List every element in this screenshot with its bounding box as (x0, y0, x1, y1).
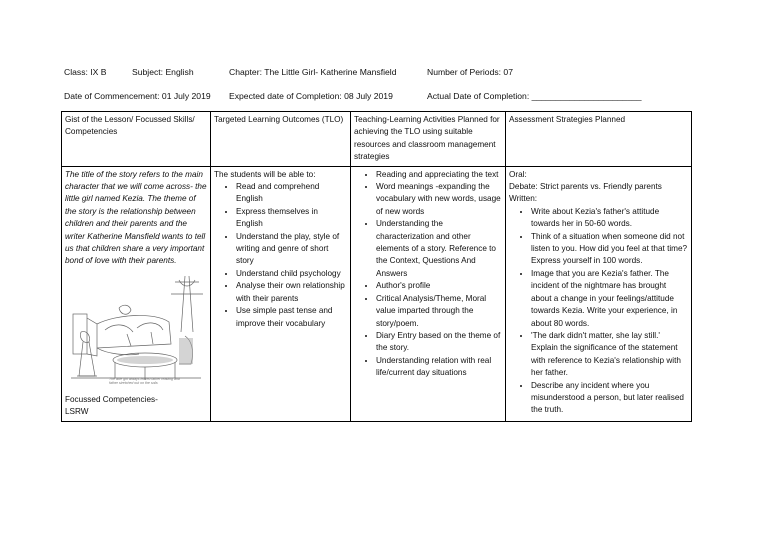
competencies-value: LSRW (65, 407, 89, 417)
lesson-plan-table (61, 111, 692, 422)
tlo-cell (211, 166, 351, 421)
list-item: • Think of a situation when someone did not listen to you. How did you feel at that time? Express yourself in 100 words. (531, 231, 688, 268)
list-item: • Image that you are Kezia's father. The incident of the nightmare has brought about a change in your feelings/attitude towards Kezia. Write your experience, in about 80 words. (531, 268, 688, 330)
header-activities: Teaching-Learning Activities Planned for achieving the TLO using suitable resources and classroom management strategies (351, 112, 506, 167)
actual-completion-date: Actual Date of Completion: _______________________ (427, 91, 642, 101)
list-item: • Express themselves in English (236, 206, 347, 231)
list-item: • Analyse their own relationship with their parents (236, 280, 347, 305)
table-row (62, 166, 692, 421)
list-item: • Write about Kezia's father's attitude towards her in 50-60 words. (531, 206, 688, 231)
list-item: • Use simple past tense and improve their vocabulary (236, 305, 347, 330)
oral-label: Oral: (509, 169, 527, 179)
commencement-date: Date of Commencement: 01 July 2019 (64, 91, 211, 101)
list-item: • Diary Entry based on the theme of the story. (376, 330, 502, 355)
list-item: • Understand the play, style of writing and genre of short story (236, 231, 347, 268)
table-header-row (62, 112, 692, 167)
list-item: • Author's profile (376, 280, 502, 292)
list-item: • Word meanings -expanding the vocabulary with new words, usage of new words (376, 181, 502, 218)
list-item: • 'The dark didn't matter, she lay still.' Explain the significance of the statement with reference to Kezia's relationship with her father. (531, 330, 688, 380)
list-item: • Describe any incident where you misunderstood a person, but later realised the truth. (531, 380, 688, 417)
illustration-caption: The little girl always feared father reading and father stretched out on the sofa. (109, 376, 180, 386)
activities-cell (351, 166, 506, 421)
header-tlo: Targeted Learning Outcomes (TLO) (211, 112, 351, 167)
subject-label: Subject: English (132, 67, 194, 77)
list-item: • Understanding the characterization and other elements of a story. Reference to the Context, Questions And Answers (376, 218, 502, 280)
tlo-list (214, 181, 347, 330)
illustration-sketch (67, 274, 207, 392)
expected-completion-date: Expected date of Completion: 08 July 2019 (229, 91, 393, 101)
gist-text: The title of the story refers to the main character that we will come across- the little girl named Kezia. The theme of the story is the relationship between children and their parents and the writer Katherine Mansfield wants to tell us that children share a very important bond of love with their parents. (65, 169, 207, 266)
class-label: Class: IX B (64, 67, 107, 77)
assessment-list (509, 206, 688, 417)
gist-cell (62, 166, 211, 421)
list-item: • Understanding relation with real life/current day situations (376, 355, 502, 380)
header-assessment: Assessment Strategies Planned (506, 112, 692, 167)
header-gist: Gist of the Lesson/ Focussed Skills/ Competencies (62, 112, 211, 167)
competencies-label: Focussed Competencies- (65, 394, 158, 404)
story-illustration (67, 274, 207, 392)
chapter-label: Chapter: The Little Girl- Katherine Mansfield (229, 67, 397, 77)
tlo-intro: The students will be able to: (214, 169, 316, 179)
list-item: • Understand child psychology (236, 268, 347, 280)
written-label: Written: (509, 194, 538, 204)
activities-list (354, 169, 502, 380)
list-item: • Critical Analysis/Theme, Moral value imparted through the story/poem. (376, 293, 502, 330)
periods-label: Number of Periods: 07 (427, 67, 513, 77)
list-item: • Reading and appreciating the text (376, 169, 502, 181)
debate-text: Debate: Strict parents vs. Friendly parents (509, 182, 662, 192)
assessment-cell (506, 166, 692, 421)
list-item: • Read and comprehend English (236, 181, 347, 206)
